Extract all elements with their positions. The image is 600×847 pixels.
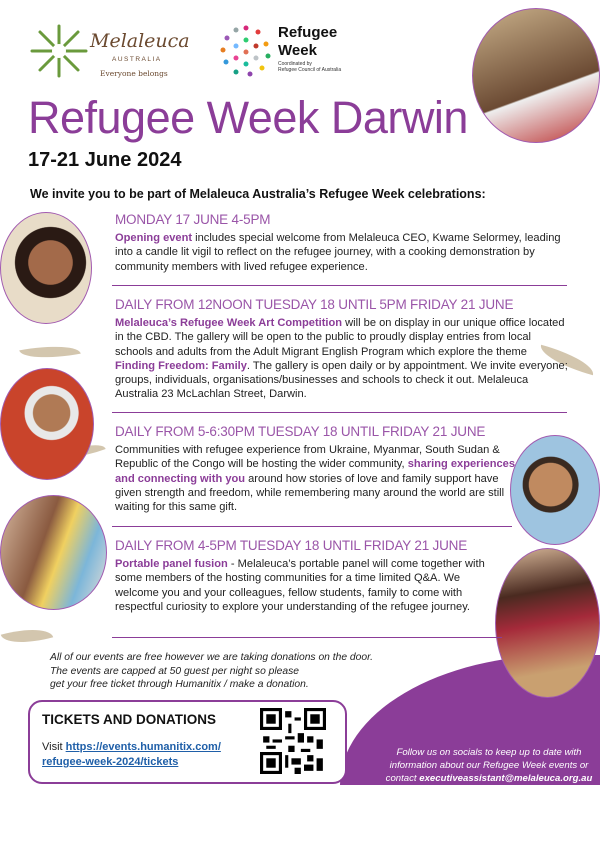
event-section-communities	[115, 424, 515, 514]
section-body	[115, 557, 500, 614]
refugee-week-name: Refugee	[278, 24, 338, 41]
section-heading: DAILY FROM 12NOON TUESDAY 18 UNTIL 5PM FRIDAY 21 JUNE	[115, 297, 514, 312]
section-text: includes special welcome from Melaleuca CEO, Kwame Selormey, leading into a candle lit vigil to reflect on the refugee journey, with a cooking demonstration by community members with lived refugee experience.	[115, 232, 561, 273]
section-text: will be on display in our unique office located in the CBD. The gallery will be open to the public to proudly display entries from local schools and adults from the Adult Migrant English Program which explore the theme	[115, 317, 565, 358]
divider	[112, 285, 567, 286]
tickets-visit	[42, 740, 221, 770]
section-highlight: Finding Freedom: Family	[115, 359, 247, 372]
contact-email[interactable]: executiveassistant@melaleuca.org.au	[419, 773, 593, 784]
section-text: Communities with refugee experience from Ukraine, Myanmar, South Sudan & Republic of the Congo will be hosting the wider community,	[115, 444, 500, 471]
section-text: around how stories of love and family support have given strength and freedom, while remembering many around the world are still waiting for this same gift.	[115, 472, 505, 514]
section-text: . The gallery is open daily or by appointment. We invite everyone; groups, individuals, organisations/businesses and schools to check it out. Melaleuca Australia 23 McLachlan Street, Darwin.	[115, 359, 568, 401]
section-heading: DAILY FROM 4-5PM TUESDAY 18 UNTIL FRIDAY 21 JUNE	[115, 538, 467, 553]
note-line: get your free ticket through Humanitix / make a donation.	[50, 679, 309, 690]
melaleuca-sub: AUSTRALIA	[112, 56, 162, 63]
section-highlight: sharing experiences and connecting with you	[115, 458, 515, 485]
qr-code-icon[interactable]	[260, 708, 326, 774]
melaleuca-wordmark: Melaleuca	[90, 30, 190, 52]
follow-message: Follow us on socials to keep up to date with information about our Refugee Week events or contact	[385, 747, 589, 784]
melaleuca-logo	[28, 22, 190, 82]
note-line: All of our events are free however we are taking donations on the door.	[50, 652, 374, 663]
divider	[112, 637, 502, 638]
refugee-week-coord: Refugee Council of Australia	[278, 67, 342, 73]
photo-woman-smiling	[0, 212, 92, 324]
melaleuca-leaf-icon	[28, 22, 90, 80]
section-highlight: Melaleuca’s Refugee Week Art Competition	[115, 317, 343, 329]
section-highlight: Opening event	[115, 232, 193, 244]
photo-group-friends	[0, 495, 107, 610]
event-section-art	[115, 297, 570, 402]
section-body	[115, 316, 570, 402]
divider	[112, 412, 567, 413]
leaf-decoration	[1, 622, 53, 650]
visit-label: Visit	[42, 741, 66, 753]
leaf-decoration	[19, 340, 81, 364]
photo-man-turban	[0, 368, 94, 480]
tickets-heading: TICKETS AND DONATIONS	[42, 712, 216, 727]
divider	[112, 526, 512, 527]
page-title: Refugee Week Darwin	[28, 92, 468, 143]
melaleuca-tagline: Everyone belongs	[100, 69, 168, 78]
section-highlight: Portable panel fusion	[115, 558, 228, 570]
event-dates: 17-21 June 2024	[28, 149, 182, 171]
refugee-week-name: Week	[278, 42, 317, 59]
section-body	[115, 231, 570, 274]
section-heading: MONDAY 17 JUNE 4-5PM	[115, 212, 271, 227]
donation-note	[50, 651, 373, 692]
note-line: The events are capped at 50 guest per night so please	[50, 665, 300, 677]
tickets-box	[28, 700, 347, 784]
refugee-week-logo	[218, 22, 358, 82]
section-body	[115, 443, 515, 514]
event-section-opening	[115, 212, 570, 274]
invite-text: We invite you to be part of Melaleuca Australia’s Refugee Week celebrations:	[30, 187, 486, 201]
photo-man-traditional	[472, 8, 600, 143]
follow-text	[380, 746, 598, 785]
section-heading: DAILY FROM 5-6:30PM TUESDAY 18 UNTIL FRIDAY 21 JUNE	[115, 424, 486, 439]
section-text: - Melaleuca’s portable panel will come together with some members of the hosting communities for a time limited Q&A. We welcome you and your colleagues, fellow students, family to come with respectful curiosity to explore your understanding of the refugee journey.	[115, 558, 485, 613]
link-part: https://events.humanitix.com/	[65, 741, 221, 753]
refugee-week-dots-icon	[218, 22, 274, 78]
link-part: refugee-week-2024/tickets	[42, 756, 179, 768]
event-section-panel	[115, 538, 500, 614]
photo-woman-dancer	[495, 548, 600, 698]
refugee-week-coord: Coordinated by	[278, 61, 312, 67]
photo-young-man	[510, 435, 600, 545]
tickets-link[interactable]	[42, 741, 221, 768]
